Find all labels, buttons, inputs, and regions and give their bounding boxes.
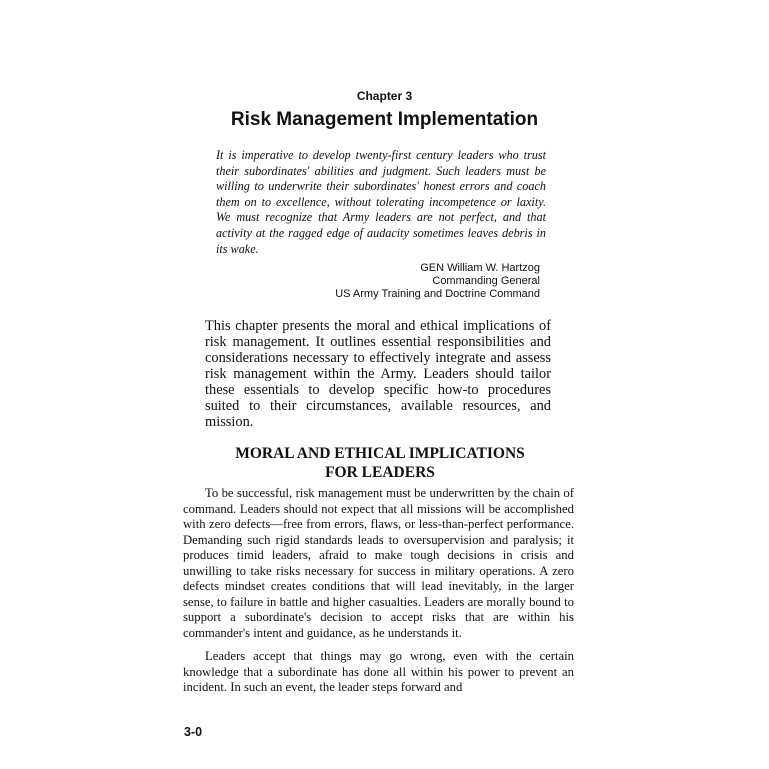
chapter-title: Risk Management Implementation [230, 109, 539, 130]
epigraph-quote: It is imperative to develop twenty-first century leaders who trust their subordinates' abilities and judgment. Such leaders must be willing to underwrite their subordinates' honest errors and coach them on to excellence, without tolerating incompetence or laxity. We must recognize that Army leaders are not perfect, and that activity at the ragged edge of audacity sometimes leaves debris in its wake. [216, 148, 546, 256]
section-heading-line-1: MORAL AND ETHICAL IMPLICATIONS [235, 445, 525, 462]
intro-paragraph: This chapter presents the moral and ethical implications of risk management. It outlines essential responsibilities and considerations necessary to effectively integrate and assess risk management within the Army. Leaders should tailor these essentials to develop specific how-to procedures suited to their circumstances, available resources, and mission. [205, 318, 551, 430]
page-number: 3-0 [184, 725, 203, 739]
attribution-position: Commanding General [432, 275, 540, 287]
chapter-label: Chapter 3 [356, 89, 413, 103]
body-paragraph: Leaders accept that things may go wrong, even with the certain knowledge that a subordinate has done all within his power to prevent an incident. In such an event, the leader steps forward and [183, 649, 574, 694]
attribution-organization: US Army Training and Doctrine Command [335, 288, 540, 300]
section-body [183, 486, 574, 704]
section-heading [180, 444, 580, 482]
epigraph-attribution [300, 262, 540, 301]
attribution-name: GEN William W. Hartzog [420, 262, 540, 274]
section-heading-line-2: FOR LEADERS [325, 464, 435, 481]
body-paragraph: To be successful, risk management must be underwritten by the chain of command. Leaders should not expect that all missions will be accomplished with zero defects—free from errors, flaws, or less-than-perfect performance. Demanding such rigid standards leads to oversupervision and paralysis; it produces timid leaders, afraid to make tough decisions in crisis and unwilling to take risks necessary for success in military operations. A zero defects mindset creates conditions that will lead inevitably, in the larger sense, to failure in battle and higher casualties. Leaders are morally bound to support a subordinate's decision to accept risks that are within his commander's intent and guidance, as he understands it. [183, 486, 574, 640]
